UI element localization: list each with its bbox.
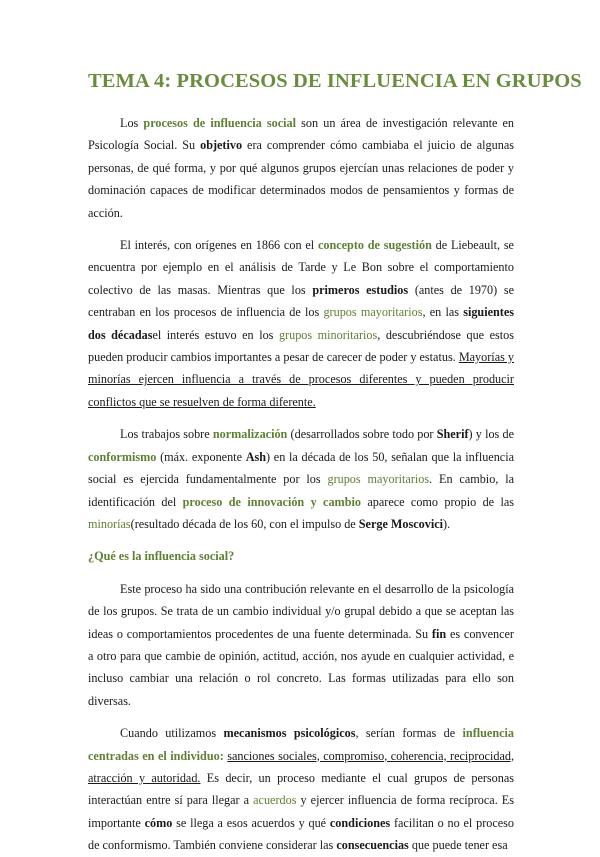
text: que puede tener esa	[408, 838, 508, 853]
bold-term: Serge Moscovici	[358, 516, 444, 531]
text: Cuando utilizamos	[120, 726, 224, 741]
keyword: acuerdos	[253, 793, 297, 808]
text: y ejercer influencia de forma recíproca. Es importante	[88, 793, 514, 830]
text: facilitan o no el proceso de conformismo. También conviene considerar las	[88, 815, 514, 853]
text: el interés estuvo en los	[152, 327, 279, 342]
keyword: grupos mayoritarios	[327, 472, 430, 487]
keyword: normalización	[212, 427, 288, 442]
paragraph-3	[88, 423, 514, 535]
text: era comprender cómo cambiaba el juicio de algunas personas, de qué forma, y por qué algunos grupos ejercían unas relaciones de poder y dominación capaces de modificar determinados modos de pensamientos y formas de acción.	[88, 138, 514, 220]
text: aparece como propio de las	[360, 494, 514, 509]
text: ).	[443, 516, 451, 531]
text: se llega a esos acuerdos y qué	[172, 815, 330, 830]
text: (antes de 1970) se centraban en los procesos de influencia de los	[88, 282, 514, 320]
keyword: procesos de influencia social	[143, 116, 297, 130]
text: ) en la década de los 50, señalan que la influencia social es ejercida fundamentalmente por los	[88, 449, 515, 487]
keyword: grupos mayoritarios	[323, 305, 423, 320]
paragraph-5	[88, 722, 514, 856]
text: (resultado década de los 60, con el impulso de	[130, 516, 359, 531]
keyword: concepto de sugestión	[317, 238, 432, 253]
document-title: TEMA 4: PROCESOS DE INFLUENCIA EN GRUPOS	[88, 70, 582, 92]
text: de Liebeault, se encuentra por ejemplo en el análisis de Tarde y Le Bon sobre el comportamiento colectivo de las masas. Mientras que los	[88, 238, 514, 297]
text: . En cambio, la identificación del	[88, 472, 514, 509]
bold-term: mecanismos psicológicos	[223, 726, 356, 741]
text: , en las	[422, 305, 464, 320]
bold-term: condiciones	[329, 815, 391, 830]
paragraph-2	[88, 234, 514, 413]
text: Este proceso ha sido una contribución relevante en el desarrollo de la psicología de los grupos. Se trata de un cambio individual y/o grupal debido a que se aceptan las ideas o comportamientos procedentes de una fuente determinada. Su	[88, 581, 514, 641]
paragraph-4	[88, 578, 514, 712]
keyword: minorías	[88, 516, 131, 531]
underlined-text: Mayorías y minorías ejercen influencia a través de procesos diferentes y pueden producir conflictos que se resuelven de forma diferente.	[88, 350, 515, 409]
text: El interés, con orígenes en 1866 con el	[120, 238, 318, 253]
text: , serían formas de	[355, 726, 463, 741]
bold-term: primeros estudios	[312, 282, 409, 297]
bold-term: objetivo	[200, 138, 243, 153]
text: (máx. exponente	[156, 449, 246, 464]
text: Los trabajos sobre	[120, 427, 213, 442]
bold-term: cómo	[144, 815, 173, 830]
underlined-text: sanciones sociales, compromiso, coherencia, reciprocidad, atracción y autoridad.	[88, 748, 514, 785]
keyword: proceso de innovación y cambio	[182, 494, 361, 509]
document-body	[88, 112, 514, 857]
text: Es decir, un proceso mediante el cual grupos de personas interactúan entre sí para llegar a	[88, 770, 515, 808]
bold-term: Sherif	[436, 427, 469, 442]
keyword: influencia centradas en el individuo:	[88, 726, 515, 763]
text: , descubriéndose que estos pueden producir cambios importantes a pesar de carecer de poder y estatus.	[88, 327, 514, 365]
text: (desarrollados sobre todo por	[287, 427, 437, 442]
keyword: grupos minoritarios	[278, 327, 378, 342]
keyword: conformismo	[88, 449, 157, 464]
bold-term: Ash	[245, 449, 267, 464]
bold-term: fin	[431, 626, 447, 641]
text: es convencer a otro para que cambie de opinión, actitud, acción, nos ayude en cualquier actividad, e incluso cambiar una relación o rol concreto. Las formas utilizadas para ello son diversas.	[88, 626, 514, 708]
text: son un área de investigación relevante en Psicología Social. Su	[88, 116, 515, 153]
paragraph-1	[88, 112, 514, 224]
bold-term: siguientes dos décadas	[88, 305, 514, 342]
text: Los	[120, 116, 144, 130]
section-heading: ¿Qué es la influencia social?	[88, 549, 235, 564]
bold-term: consecuencias	[336, 838, 409, 853]
text: ) y los de	[468, 427, 514, 442]
